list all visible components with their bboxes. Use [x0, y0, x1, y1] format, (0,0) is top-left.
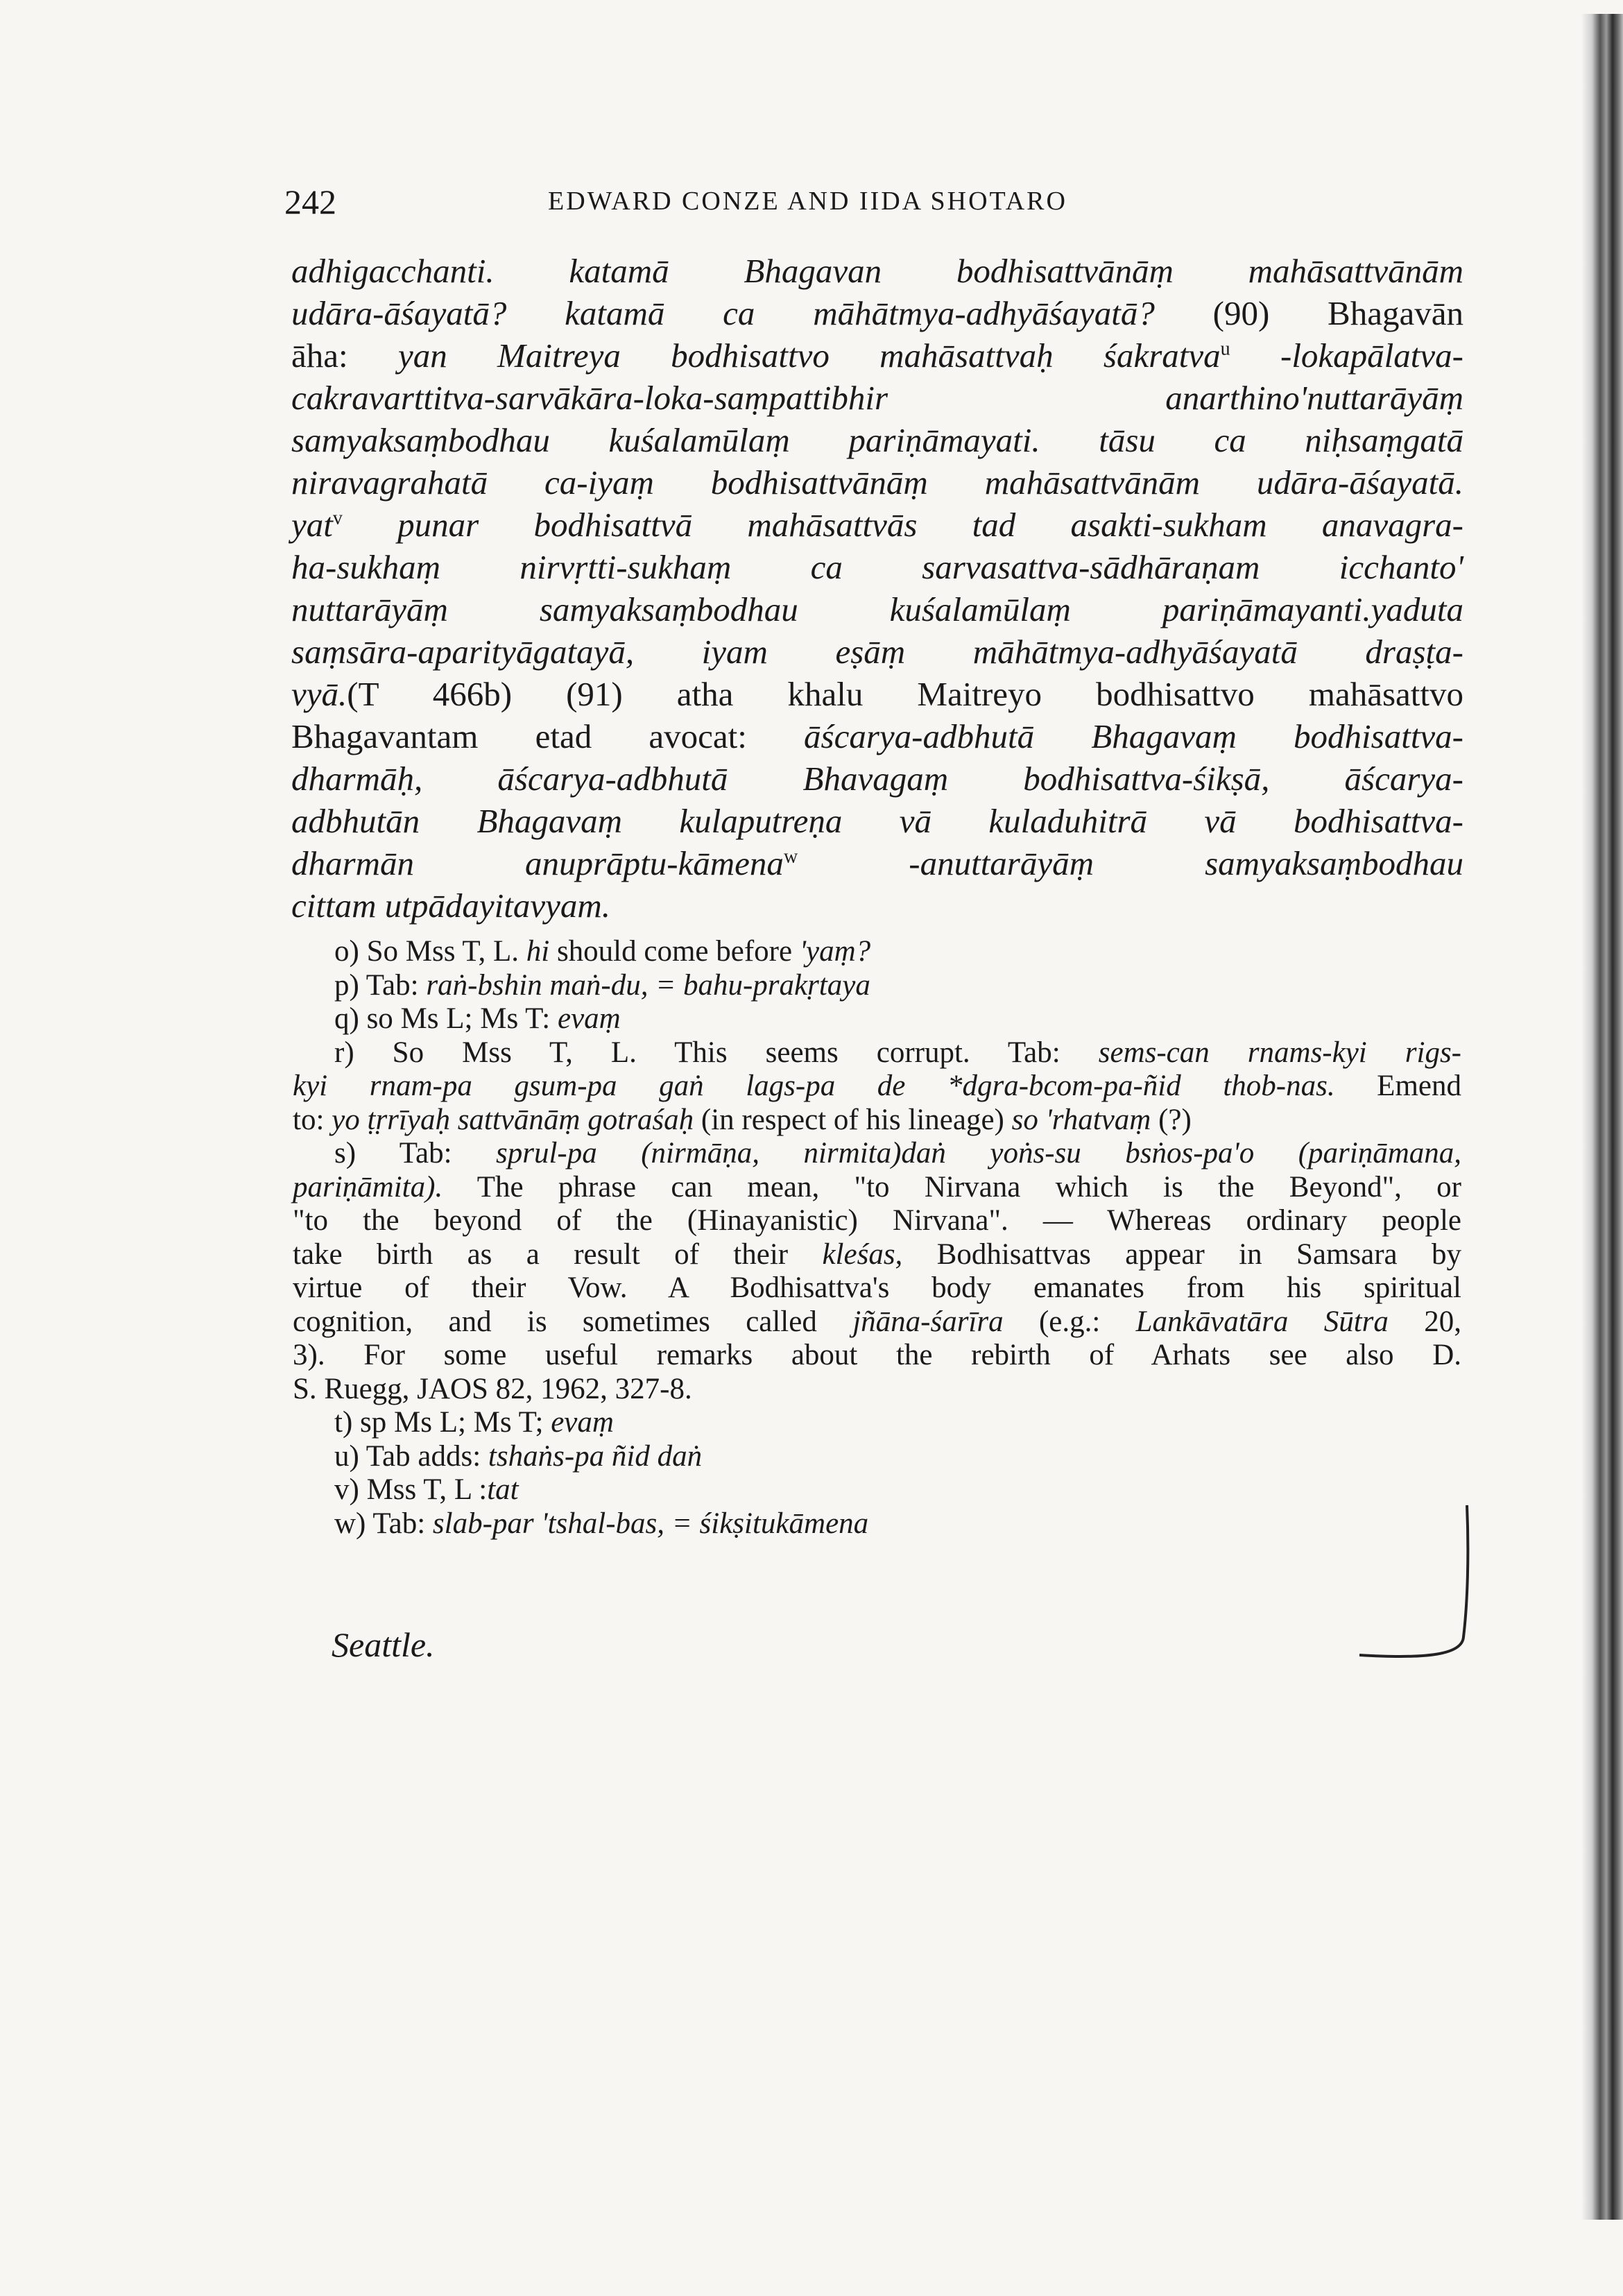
footnote-r-cont	[293, 1104, 1461, 1138]
text: to:	[293, 1103, 332, 1136]
sanskrit-text: dharmān anuprāptu-kāmena	[291, 844, 784, 882]
sanskrit-text: adbhutān Bhagavaṃ kulaputreṇa vā kuladuhitrā vā bodhisattva-	[291, 802, 1463, 840]
footnote-r-cont	[293, 1070, 1461, 1104]
text-line	[291, 504, 1463, 546]
text: The phrase can mean, "to Nirvana which is the Beyond", or	[443, 1170, 1461, 1203]
text: 20,	[1388, 1305, 1461, 1338]
sanskrit-text: niravagrahatā ca-iyaṃ bodhisattvānāṃ mahāsattvānām udāra-āśayatā.	[291, 463, 1463, 502]
text: tshaṅs-pa ñid daṅ	[488, 1439, 703, 1473]
text: o) So Mss T, L.	[334, 935, 526, 968]
text-line	[291, 334, 1463, 377]
footnote-ref: v	[332, 507, 343, 529]
text-line	[291, 377, 1463, 419]
text: take birth as a result of their	[293, 1237, 823, 1271]
text-line	[291, 250, 1463, 292]
text-line	[291, 588, 1463, 631]
text: r) So Mss T, L. This seems corrupt. Tab:	[334, 1036, 1099, 1069]
text-line	[291, 461, 1463, 504]
text: (in respect of his lineage)	[694, 1103, 1012, 1136]
text: āha:	[291, 336, 398, 375]
text: s) Tab:	[334, 1137, 497, 1170]
text: raṅ-bshin maṅ-du, = bahu-prakṛtaya	[426, 968, 870, 1002]
text: (?)	[1151, 1103, 1192, 1136]
text: p) Tab:	[334, 968, 427, 1002]
sanskrit-text: āścarya-adbhutā Bhagavaṃ bodhisattva-	[804, 717, 1463, 755]
sanskrit-text: samyaksaṃbodhau kuśalamūlaṃ pariṇāmayati. tāsu ca niḥsaṃgatā	[291, 421, 1463, 459]
footnote-w	[293, 1507, 1461, 1541]
footnote-s-cont	[293, 1305, 1461, 1339]
text: hi	[526, 935, 550, 968]
page-header	[284, 182, 1242, 223]
sanskrit-text: nuttarāyāṃ samyaksaṃbodhau kuśalamūlaṃ pariṇāmayanti.yaduta	[291, 590, 1463, 628]
text: jñāna-śarīra	[852, 1305, 1004, 1338]
sanskrit-text: vyā.	[291, 675, 347, 713]
footnote-ref: u	[1220, 338, 1230, 360]
text: w) Tab:	[334, 1507, 433, 1540]
footnote-o	[293, 935, 1461, 969]
sanskrit-text: cakravarttitva-sarvākāra-loka-saṃpattibhir anarthino'nuttarāyāṃ	[291, 379, 1463, 417]
footnotes	[293, 935, 1461, 1541]
text-line	[291, 673, 1463, 715]
sanskrit-text: ha-sukhaṃ nirvṛtti-sukhaṃ ca sarvasattva-sādhāraṇam icchanto'	[291, 548, 1463, 586]
text-line	[291, 631, 1463, 673]
text: 'yaṃ?	[799, 935, 871, 968]
text: t) sp Ms L; Ms T;	[334, 1406, 551, 1439]
text: Emend	[1334, 1070, 1461, 1102]
text: q) so Ms L; Ms T:	[334, 1002, 558, 1035]
text: u) Tab adds:	[334, 1439, 488, 1473]
text: cognition, and is sometimes called	[293, 1305, 853, 1338]
sanskrit-text: udāra-āśayatā? katamā ca māhātmya-adhyāśayatā?	[291, 294, 1155, 332]
pencil-mark-icon	[1346, 1498, 1484, 1665]
text: (e.g.:	[1003, 1305, 1136, 1338]
sanskrit-text: adhigacchanti. katamā Bhagavan bodhisattvānāṃ mahāsattvānām	[291, 252, 1463, 290]
text: v) Mss T, L :	[334, 1473, 488, 1506]
running-title: EDWARD CONZE AND IIDA SHOTARO	[548, 187, 1067, 216]
footnote-ref: w	[783, 846, 798, 868]
text: Lankāvatāra Sūtra	[1135, 1305, 1389, 1338]
sanskrit-text: saṃsāra-aparityāgatayā, iyam eṣāṃ māhātmya-adhyāśayatā draṣṭa-	[291, 633, 1463, 671]
footnote-s	[293, 1137, 1461, 1171]
text-line	[291, 842, 1463, 884]
footnote-s-cont: S. Ruegg, JAOS 82, 1962, 327-8.	[293, 1372, 692, 1405]
footnote-s-cont	[293, 1238, 1461, 1272]
sanskrit-text: -lokapālatva-	[1230, 336, 1463, 375]
text: yo ṭṛrīyaḥ sattvānāṃ gotraśaḥ	[332, 1103, 694, 1136]
scanned-page-edge	[1581, 14, 1623, 2220]
footnote-r	[293, 1036, 1461, 1070]
main-text	[291, 250, 1463, 927]
sanskrit-text: yan Maitreya bodhisattvo mahāsattvaḥ śakratva	[397, 336, 1221, 375]
text: kleśas,	[822, 1237, 903, 1271]
text-line	[291, 884, 1463, 927]
sanskrit-text: yat	[291, 506, 333, 544]
text-line	[291, 292, 1463, 334]
text: (90) Bhagavān	[1154, 294, 1463, 332]
footnote-s-cont	[293, 1171, 1461, 1205]
text: tat	[487, 1473, 519, 1506]
text: pariṇāmita).	[293, 1170, 443, 1203]
text: Bodhisattvas appear in Samsara by	[902, 1237, 1462, 1271]
text-line	[291, 757, 1463, 800]
footnote-s-cont: "to the beyond of the (Hinayanistic) Nirvana". — Whereas ordinary people	[293, 1204, 1461, 1237]
sanskrit-text: cittam utpādayitavyam.	[291, 886, 610, 925]
footnote-s-cont: virtue of their Vow. A Bodhisattva's body emanates from his spiritual	[293, 1271, 1461, 1304]
footnote-s-cont: 3). For some useful remarks about the rebirth of Arhats see also D.	[293, 1339, 1461, 1371]
text: slab-par 'tshal-bas, = śikṣitukāmena	[432, 1507, 869, 1540]
text-line	[291, 546, 1463, 588]
footnote-v	[293, 1473, 1461, 1507]
text: Bhagavantam etad avocat:	[291, 717, 805, 755]
signoff-location: Seattle.	[332, 1625, 435, 1664]
footnote-u	[293, 1440, 1461, 1474]
text: evaṃ	[551, 1406, 614, 1439]
footnote-q	[293, 1002, 1461, 1036]
text-line	[291, 419, 1463, 461]
text: so 'rhatvaṃ	[1011, 1103, 1151, 1136]
footnote-t	[293, 1406, 1461, 1440]
text: (T 466b) (91) atha khalu Maitreyo bodhisattvo mahāsattvo	[347, 675, 1463, 713]
text: should come before	[549, 935, 800, 968]
page-number: 242	[284, 182, 336, 221]
text: kyi rnam-pa gsum-pa gaṅ lags-pa de *dgra-bcom-pa-ñid thob-nas.	[293, 1070, 1335, 1102]
text: sems-can rnams-kyi rigs-	[1098, 1036, 1462, 1069]
text-line	[291, 800, 1463, 842]
text-line	[291, 715, 1463, 757]
sanskrit-text: -anuttarāyāṃ samyaksaṃbodhau	[798, 844, 1464, 882]
sanskrit-text: dharmāḥ, āścarya-adbhutā Bhavagaṃ bodhisattva-śikṣā, āścarya-	[291, 760, 1463, 798]
text: evaṃ	[558, 1002, 621, 1035]
text: sprul-pa (nirmāṇa, nirmita)daṅ yoṅs-su bsṅos-pa'o (pariṇāmana,	[496, 1137, 1461, 1170]
sanskrit-text: punar bodhisattvā mahāsattvās tad asakti-sukham anavagra-	[342, 506, 1463, 544]
footnote-p	[293, 969, 1461, 1003]
